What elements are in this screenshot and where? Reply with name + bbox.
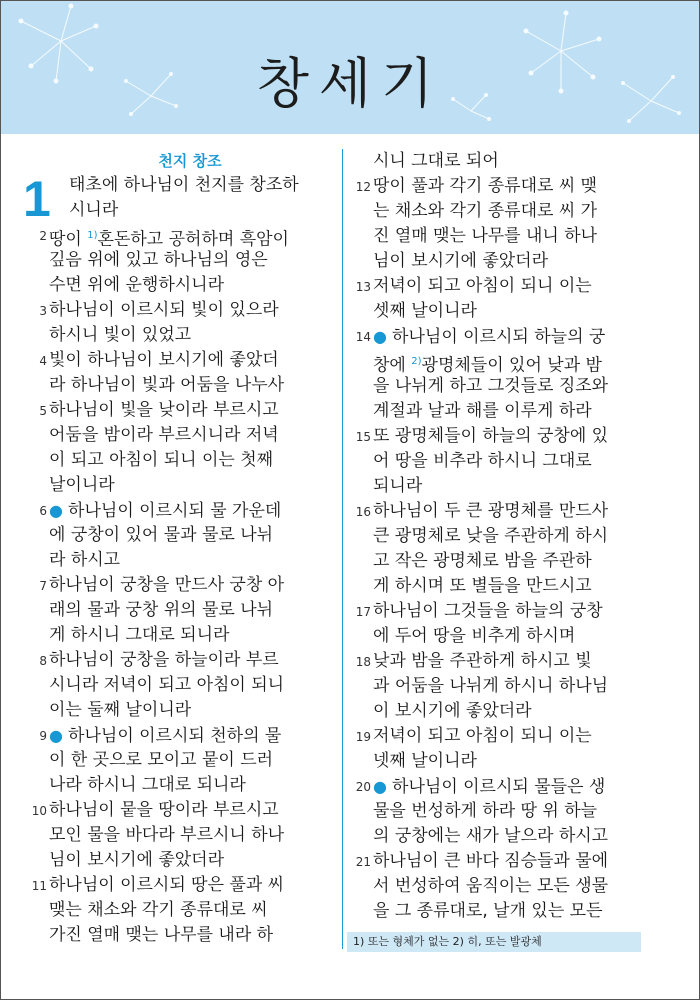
verse [347, 724, 669, 774]
paragraph-marker: ● [49, 726, 69, 745]
verse-text: 셋째 날이니라 [373, 301, 477, 321]
verse-line [373, 424, 669, 449]
verse [347, 599, 669, 649]
verse-line [49, 448, 345, 473]
verse-text: 하나님이 빛을 낮이라 부르시고 [49, 400, 279, 420]
verse-number: 5 [39, 404, 47, 418]
verse-line [49, 673, 345, 698]
verse-text: 날이니라 [49, 475, 115, 495]
verse-line [373, 174, 669, 199]
verse-text: 또 광명체들이 하늘의 궁창에 있 [373, 426, 609, 446]
verse-number: 12 [355, 180, 371, 194]
verse-number: 16 [355, 505, 371, 519]
verse-text: 모인 물을 바다라 부르시니 하나 [49, 825, 285, 845]
verse-number: 8 [39, 654, 47, 668]
verse-line [49, 923, 345, 948]
verse-text: 하나님이 뭍을 땅이라 부르시고 [49, 800, 279, 820]
verse-line [49, 498, 345, 523]
verse-text: 하나님이 이르시되 빛이 있으라 [49, 300, 279, 320]
verse-text: 시니 그대로 되어 [373, 151, 499, 171]
verse-text: 하나님이 두 큰 광명체를 만드사 [373, 501, 609, 521]
verse-number: 10 [31, 804, 47, 818]
verse-text: 땅이 풀과 각기 종류대로 씨 맺 [373, 176, 598, 196]
verse [347, 324, 669, 424]
verse-number: 3 [39, 304, 47, 318]
verse-text: 하시니 빛이 있었고 [49, 325, 192, 345]
verse-line [373, 624, 669, 649]
verse-line [49, 223, 345, 248]
verse-text: 어 땅을 비추라 하시니 그대로 [373, 451, 592, 471]
verse [347, 499, 669, 599]
verse-line [373, 349, 669, 374]
title-banner [1, 1, 699, 134]
verse-text: 게 하시며 또 별들을 만드시고 [373, 576, 592, 596]
verse-text: 나라 하시니 그대로 되니라 [49, 775, 246, 795]
verse [23, 223, 345, 298]
verse [347, 649, 669, 724]
verse-number: 18 [355, 655, 371, 669]
verse-line [49, 523, 345, 548]
verse-line [373, 374, 669, 399]
verse-line [373, 324, 669, 349]
verse-text: 래의 물과 궁창 위의 물로 나뉘 [49, 600, 274, 620]
verse-text: 물을 번성하게 하라 땅 위 하늘 [373, 801, 598, 821]
verse-text: 낮과 밤을 주관하게 하시고 빛 [373, 651, 592, 671]
verse-text: 하나님이 큰 바다 짐승들과 물에 [373, 851, 609, 871]
verse-text: 맺는 채소와 각기 종류대로 씨 [49, 900, 268, 920]
verse-line [49, 748, 345, 773]
paragraph-marker: ● [49, 501, 69, 520]
verse-line [49, 348, 345, 373]
verse [23, 798, 345, 873]
verse-line [373, 474, 669, 499]
verse-text: 이 한 곳으로 모이고 뭍이 드러 [49, 750, 274, 770]
verse-line [373, 774, 669, 799]
verse-text: 되니라 [373, 476, 423, 496]
verse-line [49, 773, 345, 798]
verse-number: 19 [355, 730, 371, 744]
verse-line [373, 799, 669, 824]
verse-line [373, 249, 669, 274]
verse-line [373, 524, 669, 549]
verse-text: 광명체들이 있어 낮과 밤 [421, 355, 602, 374]
verse-number: 7 [39, 579, 47, 593]
paragraph-marker: ● [373, 327, 393, 346]
verse-text: 수면 위에 운행하시니라 [49, 275, 225, 295]
verse-line [49, 573, 345, 598]
verse-line [49, 423, 345, 448]
verse-text: 의 궁창에는 새가 날으라 하시고 [373, 826, 609, 846]
verse-text: 하나님이 이르시되 땅은 풀과 씨 [49, 875, 285, 895]
verse-line [49, 273, 345, 298]
verse-text: 하나님이 이르시되 천하의 물 [68, 726, 282, 746]
verse-number: 13 [355, 280, 371, 294]
verse [23, 873, 345, 948]
verse-number: 14 [355, 330, 371, 344]
verse-text: 진 열매 맺는 나무를 내니 하나 [373, 226, 598, 246]
verse-text: 님이 보시기에 좋았더라 [49, 850, 225, 870]
verse-text: 하나님이 그것들을 하늘의 궁창 [373, 601, 603, 621]
verse-text: 고 작은 광명체로 밤을 주관하 [373, 551, 592, 571]
verse-line [69, 198, 345, 223]
left-column [23, 149, 345, 948]
verse-text: 게 하시니 그대로 되니라 [49, 625, 230, 645]
verse-line [49, 823, 345, 848]
verse [347, 849, 669, 924]
verse-line [69, 173, 345, 198]
verse-text: 계절과 날과 해를 이루게 하라 [373, 401, 592, 421]
verse-number: 20 [355, 780, 371, 794]
verse [23, 171, 345, 227]
paragraph-marker: ● [373, 777, 393, 796]
verse [23, 498, 345, 573]
verse-text: 라 하시고 [49, 550, 121, 570]
verse-line [373, 674, 669, 699]
verse-text: 라 하나님이 빛과 어둠을 나누사 [49, 375, 285, 395]
verse [23, 573, 345, 648]
verse-line [49, 298, 345, 323]
verse [23, 398, 345, 498]
verse-number: 2 [39, 229, 47, 243]
verse-text: 하나님이 이르시되 하늘의 궁 [392, 327, 606, 347]
verse-line [49, 473, 345, 498]
verse-line [373, 549, 669, 574]
verse-text: 큰 광명체로 낮을 주관하게 하시 [373, 526, 609, 546]
verse-number: 4 [39, 354, 47, 368]
verse-number: 21 [355, 855, 371, 869]
verse [347, 774, 669, 849]
verse-line [49, 848, 345, 873]
verse-line [373, 299, 669, 324]
verse-line [373, 574, 669, 599]
chapter-number: 1 [23, 171, 51, 227]
verse-line [373, 224, 669, 249]
verse-line [373, 499, 669, 524]
verse-line [373, 749, 669, 774]
verse-line [373, 274, 669, 299]
verse-text: 에 두어 땅을 비추게 하시며 [373, 626, 576, 646]
verse-text: 저녁이 되고 아침이 되니 이는 [373, 726, 592, 746]
verse [23, 648, 345, 723]
verse-text: 가진 열매 맺는 나무를 내라 하 [49, 925, 274, 945]
verse-text: 창에 [373, 355, 412, 374]
book-title: 창세기 [256, 52, 444, 115]
verse-line [373, 724, 669, 749]
verse-text: 하나님이 궁창을 하늘이라 부르 [49, 650, 279, 670]
right-column [347, 149, 669, 924]
verse-line [373, 849, 669, 874]
verse-text: 이는 둘째 날이니라 [49, 700, 192, 720]
verse-number: 15 [355, 430, 371, 444]
verse-line [373, 199, 669, 224]
footnote-ref: 2) [411, 356, 422, 367]
verse-text: 하나님이 이르시되 물 가운데 [68, 501, 282, 521]
verse-text: 이 되고 아침이 되니 이는 첫째 [49, 450, 274, 470]
verse-line [49, 898, 345, 923]
verse-line [373, 899, 669, 924]
verse-text: 을 나뉘게 하고 그것들로 징조와 [373, 376, 609, 396]
verse-number: 11 [31, 879, 47, 893]
verse-line [373, 824, 669, 849]
verse [23, 723, 345, 798]
verse-text: 하나님이 이르시되 물들은 생 [392, 777, 606, 797]
verse-line [49, 548, 345, 573]
verse-line [49, 873, 345, 898]
verse-text: 과 어둠을 나뉘게 하시니 하나님 [373, 676, 609, 696]
verse-text: 어둠을 밤이라 부르시니라 저녁 [49, 425, 279, 445]
verse [347, 174, 669, 274]
footnote-ref: 1) [87, 230, 98, 241]
verse-number: 6 [39, 504, 47, 518]
verse-line [49, 323, 345, 348]
verse-text: 서 번성하여 움직이는 모든 생물 [373, 876, 609, 896]
verse-line [49, 798, 345, 823]
verse-line [373, 149, 669, 174]
verse-text: 땅이 [49, 229, 88, 248]
verse [347, 424, 669, 499]
verse-text: 넷째 날이니라 [373, 751, 477, 771]
verse [347, 149, 669, 174]
verse-line [373, 449, 669, 474]
verse-text: 을 그 종류대로, 날개 있는 모든 [373, 901, 603, 921]
verse-text: 태초에 하나님이 천지를 창조하 [69, 175, 299, 195]
column-divider [342, 149, 343, 949]
verse-text: 저녁이 되고 아침이 되니 이는 [373, 276, 592, 296]
verse-text: 에 궁창이 있어 물과 물로 나뉘 [49, 525, 274, 545]
verse-text: 혼돈하고 공허하며 흑암이 [97, 229, 289, 248]
verse-text: 시니라 [69, 200, 119, 220]
verse-line [373, 399, 669, 424]
verse-line [373, 599, 669, 624]
verse-text: 깊음 위에 있고 하나님의 영은 [49, 250, 268, 270]
verse-line [49, 248, 345, 273]
section-heading: 천지 창조 [158, 152, 222, 170]
verse-line [49, 598, 345, 623]
verse-line [49, 698, 345, 723]
verse-text: 님이 보시기에 좋았더라 [373, 251, 549, 271]
verse-line [49, 623, 345, 648]
verse-text: 이 보시기에 좋았더라 [373, 701, 532, 721]
verse-text: 시니라 저녁이 되고 아침이 되니 [49, 675, 285, 695]
verse-text: 하나님이 궁창을 만드사 궁창 아 [49, 575, 285, 595]
verse-line [49, 648, 345, 673]
verse-text: 빛이 하나님이 보시기에 좋았더 [49, 350, 279, 370]
verse-line [373, 649, 669, 674]
verse-line [49, 723, 345, 748]
verse [23, 348, 345, 398]
verse-line [373, 874, 669, 899]
verse-number: 9 [39, 729, 47, 743]
verse-line [373, 699, 669, 724]
verse-text: 는 채소와 각기 종류대로 씨 가 [373, 201, 598, 221]
verse [23, 298, 345, 348]
verse-line [49, 373, 345, 398]
footnotes: 1) 또는 형체가 없는 2) 히, 또는 발광체 [347, 932, 641, 952]
verse-line [49, 398, 345, 423]
verse [347, 274, 669, 324]
verse-number: 17 [355, 605, 371, 619]
